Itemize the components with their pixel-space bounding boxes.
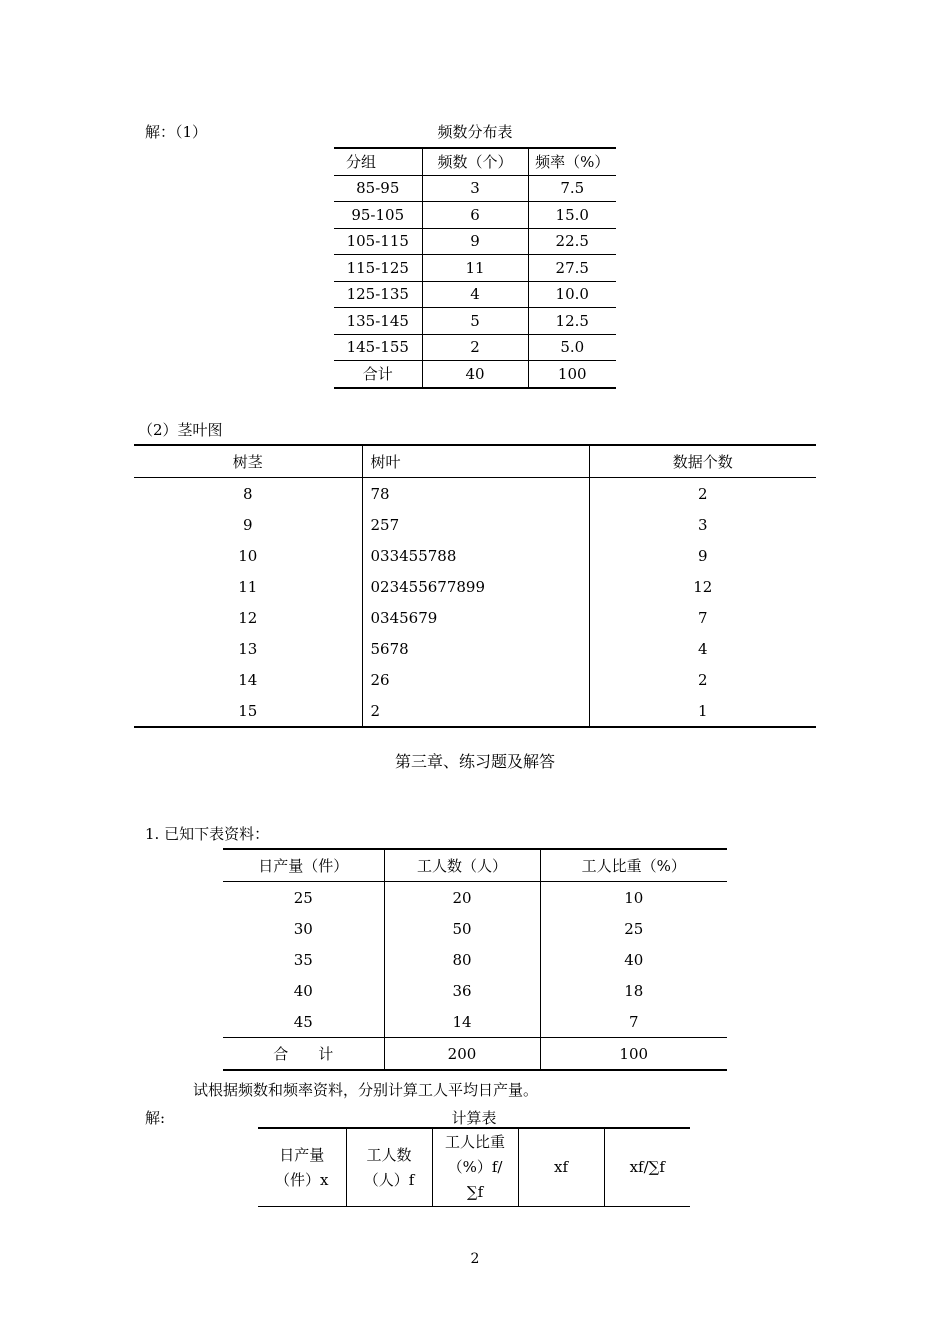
table-row: [223, 882, 727, 914]
table-cell: 2: [362, 695, 589, 727]
table-header-row: [134, 445, 816, 478]
table-cell: 2: [589, 664, 816, 695]
table-row: [334, 308, 616, 335]
table-cell: 80: [384, 944, 540, 975]
header-cell: 工人数（人）: [384, 849, 540, 882]
table-cell: 3: [422, 175, 528, 202]
table-row: [334, 228, 616, 255]
table-cell: 9: [589, 540, 816, 571]
table-cell: 7: [589, 602, 816, 633]
table-row: [134, 602, 816, 633]
header-cell: 频率（%）: [528, 148, 616, 175]
table-row: [334, 281, 616, 308]
part1-label: 解：（1）: [145, 123, 208, 141]
table-cell: 11: [238, 577, 258, 596]
table-cell: 78: [362, 478, 589, 510]
table-cell: 100: [540, 1038, 727, 1071]
table-cell: 13: [238, 639, 258, 658]
instruction-text: 试根据频数和频率资料，分别计算工人平均日产量。: [193, 1081, 539, 1099]
table-cell: 5: [422, 308, 528, 335]
frequency-distribution-table: [334, 147, 616, 389]
table-row: [223, 944, 727, 975]
table-cell: 12.5: [528, 308, 616, 335]
table-row: [134, 695, 816, 727]
header-cell: 工人比重 （%）f/ ∑f: [432, 1128, 518, 1207]
table-cell: 36: [384, 975, 540, 1006]
table-cell: 合计: [362, 365, 393, 384]
table-cell: 10.0: [528, 281, 616, 308]
table-cell: 25: [540, 913, 727, 944]
chapter-title: 第三章、练习题及解答: [394, 752, 555, 771]
table-cell: 145-155: [334, 334, 422, 361]
table-cell: 100: [528, 361, 616, 388]
calculation-table: [258, 1127, 690, 1207]
table-cell: 135-145: [334, 308, 422, 335]
table-cell: 27.5: [528, 255, 616, 282]
table-cell: 7: [540, 1006, 727, 1038]
table-row: [334, 175, 616, 202]
table-cell: 35: [293, 950, 313, 969]
header-cell: 分组: [334, 148, 422, 175]
table-cell: 95-105: [334, 202, 422, 229]
table-cell: 25: [293, 888, 313, 907]
header-cell: 工人数 （人）f: [346, 1128, 432, 1207]
table-row: [223, 1006, 727, 1038]
table-cell: 40: [422, 361, 528, 388]
table-cell: 85-95: [334, 175, 422, 202]
table-cell: 200: [384, 1038, 540, 1071]
table-cell: 12: [589, 571, 816, 602]
header-cell: 树叶: [362, 445, 589, 478]
table-cell: 15: [238, 701, 258, 720]
table-header-row: [258, 1128, 690, 1207]
header-cell: 日产量 （件）x: [275, 1145, 329, 1189]
header-cell: xf: [518, 1128, 604, 1207]
table-cell: 4: [422, 281, 528, 308]
table-cell: 4: [589, 633, 816, 664]
header-cell: 日产量（件）: [223, 849, 384, 882]
header-cell: 工人比重（%）: [540, 849, 727, 882]
question-1: 1. 已知下表资料：: [145, 825, 270, 843]
table-cell: 10: [238, 546, 258, 565]
table-cell: 合 计: [223, 1038, 384, 1071]
table-row: [134, 509, 816, 540]
header-cell: 频数（个）: [422, 148, 528, 175]
table-cell: 6: [422, 202, 528, 229]
table-cell: 8: [242, 484, 253, 503]
table-cell: 7.5: [528, 175, 616, 202]
table-cell: 023455677899: [362, 571, 589, 602]
table-cell: 14: [384, 1006, 540, 1038]
table-cell: 5678: [362, 633, 589, 664]
table4-title: 计算表: [451, 1109, 497, 1127]
table-cell: 26: [362, 664, 589, 695]
header-cell: 树茎: [134, 445, 362, 478]
table-row: [134, 478, 816, 510]
table-cell: 15.0: [528, 202, 616, 229]
table-row: [334, 255, 616, 282]
answer-label: 解:: [145, 1109, 166, 1127]
table-cell: 9: [422, 228, 528, 255]
table-row: [134, 633, 816, 664]
table-cell: 22.5: [528, 228, 616, 255]
table-cell: 18: [540, 975, 727, 1006]
table-cell: 12: [238, 608, 258, 627]
stem-leaf-table: [134, 444, 816, 728]
table-row: [134, 540, 816, 571]
table-row: [134, 571, 816, 602]
page-number: 2: [470, 1251, 480, 1267]
table-total-row: [223, 1038, 727, 1071]
table-cell: 2: [589, 478, 816, 510]
table-cell: 14: [238, 670, 258, 689]
table-cell: 257: [362, 509, 589, 540]
table-cell: 125-135: [334, 281, 422, 308]
table1-title: 频数分布表: [437, 123, 513, 141]
table-cell: 5.0: [528, 334, 616, 361]
table-cell: 0345679: [362, 602, 589, 633]
table-cell: 20: [384, 882, 540, 914]
table-cell: 40: [540, 944, 727, 975]
table-cell: 9: [242, 515, 253, 534]
table-cell: 2: [422, 334, 528, 361]
table-header-row: [223, 849, 727, 882]
table-row: [223, 913, 727, 944]
table-cell: 033455788: [362, 540, 589, 571]
table-cell: 30: [293, 919, 313, 938]
table-cell: 40: [293, 981, 313, 1000]
table-cell: 105-115: [334, 228, 422, 255]
table-row: [223, 975, 727, 1006]
table-cell: 45: [293, 1012, 313, 1031]
table-cell: 50: [384, 913, 540, 944]
table-row: [334, 202, 616, 229]
table-cell: 10: [540, 882, 727, 914]
header-cell: xf/∑f: [604, 1128, 690, 1207]
table-header-row: [334, 148, 616, 175]
daily-output-table: [223, 848, 727, 1071]
table-total-row: [334, 361, 616, 388]
table-cell: 115-125: [334, 255, 422, 282]
table-cell: 1: [589, 695, 816, 727]
table-cell: 3: [589, 509, 816, 540]
table-row: [134, 664, 816, 695]
part2-label: （2）茎叶图: [138, 421, 223, 439]
header-cell: 数据个数: [589, 445, 816, 478]
table-cell: 11: [422, 255, 528, 282]
table-row: [334, 334, 616, 361]
